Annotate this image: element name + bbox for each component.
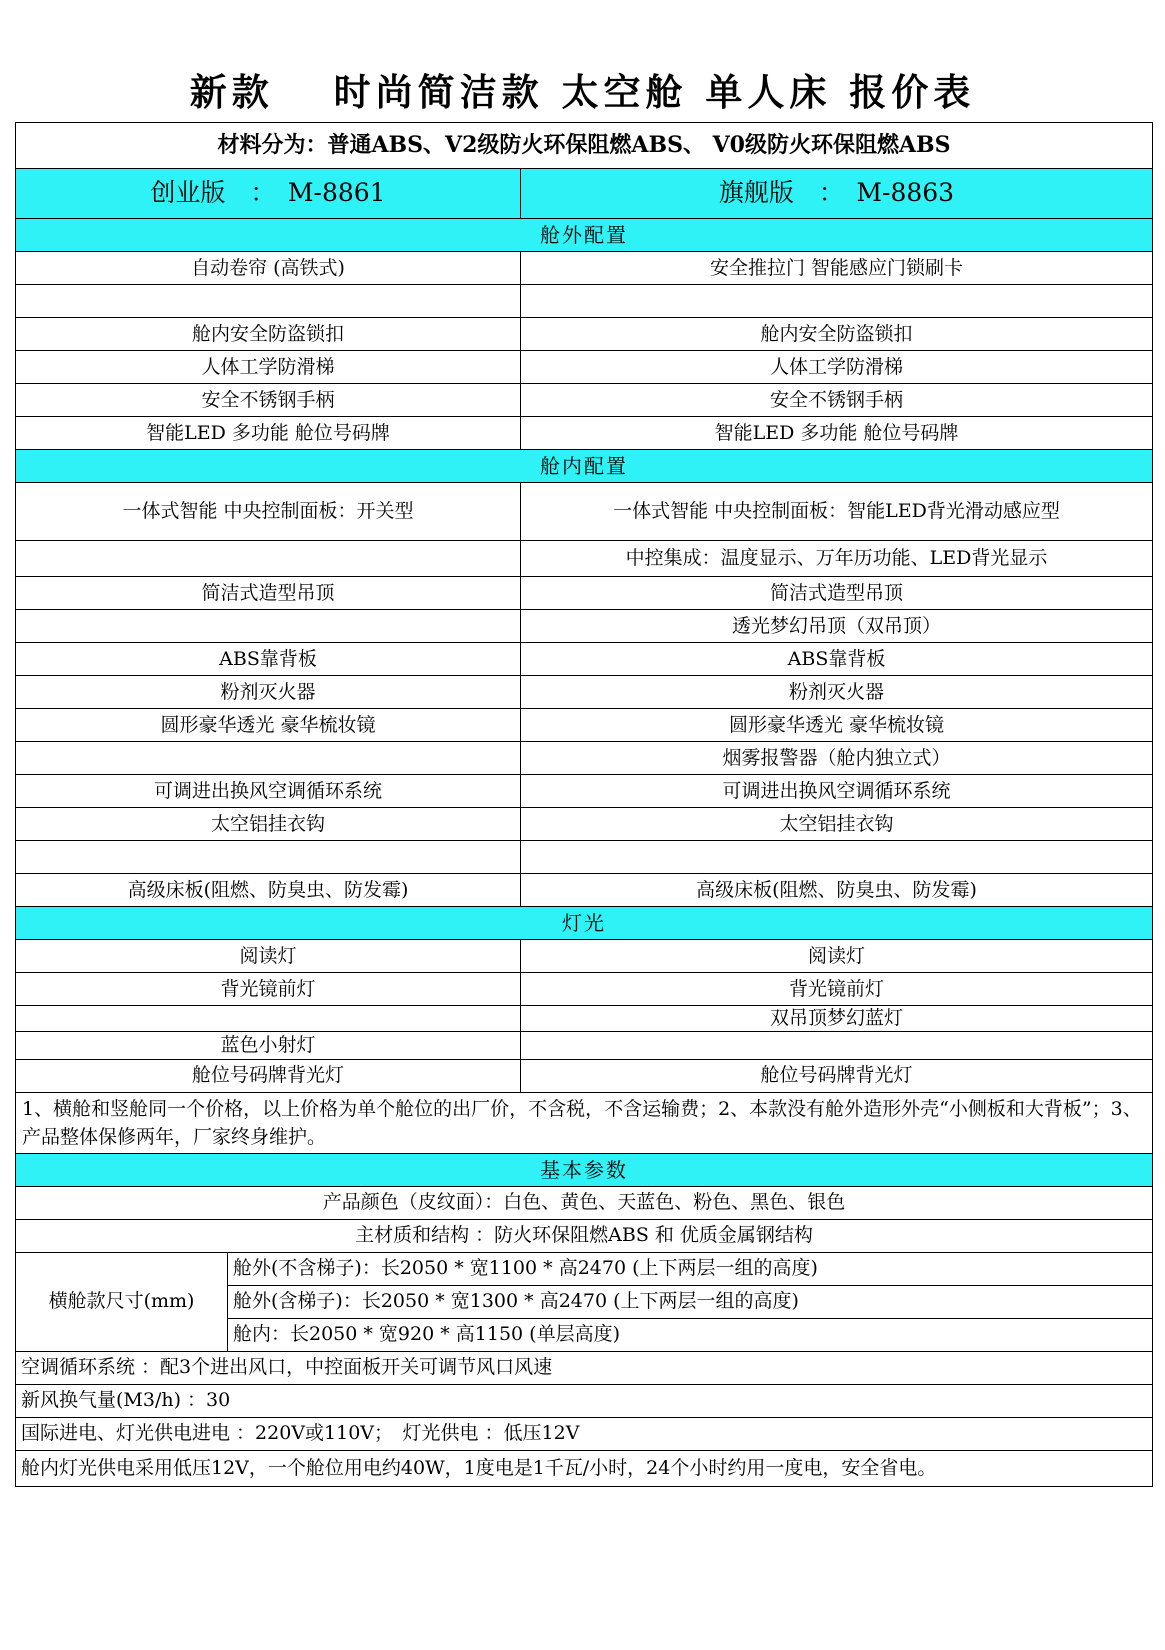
cell-left [16, 1006, 521, 1032]
cell-right: 安全不锈钢手柄 [521, 384, 1153, 417]
cell-right [521, 1031, 1153, 1059]
power-supply: 国际进电、灯光供电进电 ：220V或110V； 灯光供电 ：低压12V [16, 1417, 1153, 1450]
section-header-light: 灯光 [16, 907, 1153, 940]
cell-left: 简洁式造型吊顶 [16, 577, 521, 610]
cell-left: 粉剂灭火器 [16, 676, 521, 709]
cell-left [16, 841, 521, 874]
cell-left: 圆形豪华透光 豪华梳妆镜 [16, 709, 521, 742]
cell-right: 粉剂灭火器 [521, 676, 1153, 709]
version-startup: 创业版 ： M-8861 [16, 169, 521, 219]
cell-right: 舱位号码牌背光灯 [521, 1059, 1153, 1092]
cell-left: 智能LED 多功能 舱位号码牌 [16, 417, 521, 450]
cell-right: 一体式智能 中央控制面板：智能LED背光滑动感应型 [521, 483, 1153, 541]
size-outer-with-ladder: 舱外(含梯子)：长2050 * 宽1300 * 高2470 (上下两层一组的高度) [228, 1285, 1153, 1318]
product-color: 产品颜色（皮纹面）：白色、黄色、天蓝色、粉色、黑色、银色 [16, 1186, 1153, 1219]
cell-left: 安全不锈钢手柄 [16, 384, 521, 417]
cell-left [16, 285, 521, 318]
cell-right [521, 841, 1153, 874]
cell-right: 烟雾报警器（舱内独立式） [521, 742, 1153, 775]
cell-left [16, 610, 521, 643]
cell-right: 智能LED 多功能 舱位号码牌 [521, 417, 1153, 450]
cell-right: 简洁式造型吊顶 [521, 577, 1153, 610]
cell-right: 人体工学防滑梯 [521, 351, 1153, 384]
cell-left [16, 742, 521, 775]
cell-right: 高级床板(阻燃、防臭虫、防发霉) [521, 874, 1153, 907]
ac-system: 空调循环系统 ：配3个进出风口，中控面板开关可调节风口风速 [16, 1351, 1153, 1384]
cell-right: 太空铝挂衣钩 [521, 808, 1153, 841]
cell-right [521, 285, 1153, 318]
cell-left: 舱位号码牌背光灯 [16, 1059, 521, 1092]
cell-right: 舱内安全防盗锁扣 [521, 318, 1153, 351]
cell-left: 自动卷帘 (高铁式) [16, 252, 521, 285]
section-header-outer: 舱外配置 [16, 219, 1153, 252]
cell-right: 背光镜前灯 [521, 973, 1153, 1006]
cell-right: 安全推拉门 智能感应门锁刷卡 [521, 252, 1153, 285]
cell-left [16, 541, 521, 577]
cell-left: 人体工学防滑梯 [16, 351, 521, 384]
cell-left: 一体式智能 中央控制面板：开关型 [16, 483, 521, 541]
cell-right: 可调进出换风空调循环系统 [521, 775, 1153, 808]
page-title: 新款 时尚简洁款 太空舱 单人床 报价表 [189, 70, 976, 114]
section-header-basic: 基本参数 [16, 1153, 1153, 1186]
cell-right: 透光梦幻吊顶（双吊顶） [521, 610, 1153, 643]
cell-right: 圆形豪华透光 豪华梳妆镜 [521, 709, 1153, 742]
section-header-inner: 舱内配置 [16, 450, 1153, 483]
cell-left: 太空铝挂衣钩 [16, 808, 521, 841]
cell-left: 可调进出换风空调循环系统 [16, 775, 521, 808]
fresh-air: 新风换气量(M3/h) ：30 [16, 1384, 1153, 1417]
cell-right: 中控集成：温度显示、万年历功能、LED背光显示 [521, 541, 1153, 577]
cell-left: 阅读灯 [16, 940, 521, 973]
cell-right: 阅读灯 [521, 940, 1153, 973]
price-note: 1、横舱和竖舱同一个价格，以上价格为单个舱位的出厂价，不含税，不含运输费；2、本款没有舱外造形外壳“小侧板和大背板”；3、产品整体保修两年，厂家终身维护。 [16, 1092, 1153, 1153]
cell-right: ABS靠背板 [521, 643, 1153, 676]
size-outer-no-ladder: 舱外(不含梯子)：长2050 * 宽1100 * 高2470 (上下两层一组的高度) [228, 1252, 1153, 1285]
size-inner: 舱内：长2050 * 宽920 * 高1150 (单层高度) [228, 1318, 1153, 1351]
materials-row: 材料分为：普通ABS、V2级防火环保阻燃ABS、 V0级防火环保阻燃ABS [16, 123, 1153, 169]
cell-left: ABS靠背板 [16, 643, 521, 676]
size-label: 横舱款尺寸(mm) [16, 1252, 228, 1351]
cell-left: 高级床板(阻燃、防臭虫、防发霉) [16, 874, 521, 907]
cell-left: 背光镜前灯 [16, 973, 521, 1006]
cell-right: 双吊顶梦幻蓝灯 [521, 1006, 1153, 1032]
main-material: 主材质和结构 ：防火环保阻燃ABS 和 优质金属钢结构 [16, 1219, 1153, 1252]
power-note: 舱内灯光供电采用低压12V，一个舱位用电约40W，1度电是1千瓦/小时，24个小时约用一度电，安全省电。 [16, 1450, 1153, 1486]
cell-left: 蓝色小射灯 [16, 1031, 521, 1059]
version-flagship: 旗舰版 ： M-8863 [521, 169, 1153, 219]
quote-table [15, 122, 1153, 1487]
cell-left: 舱内安全防盗锁扣 [16, 318, 521, 351]
